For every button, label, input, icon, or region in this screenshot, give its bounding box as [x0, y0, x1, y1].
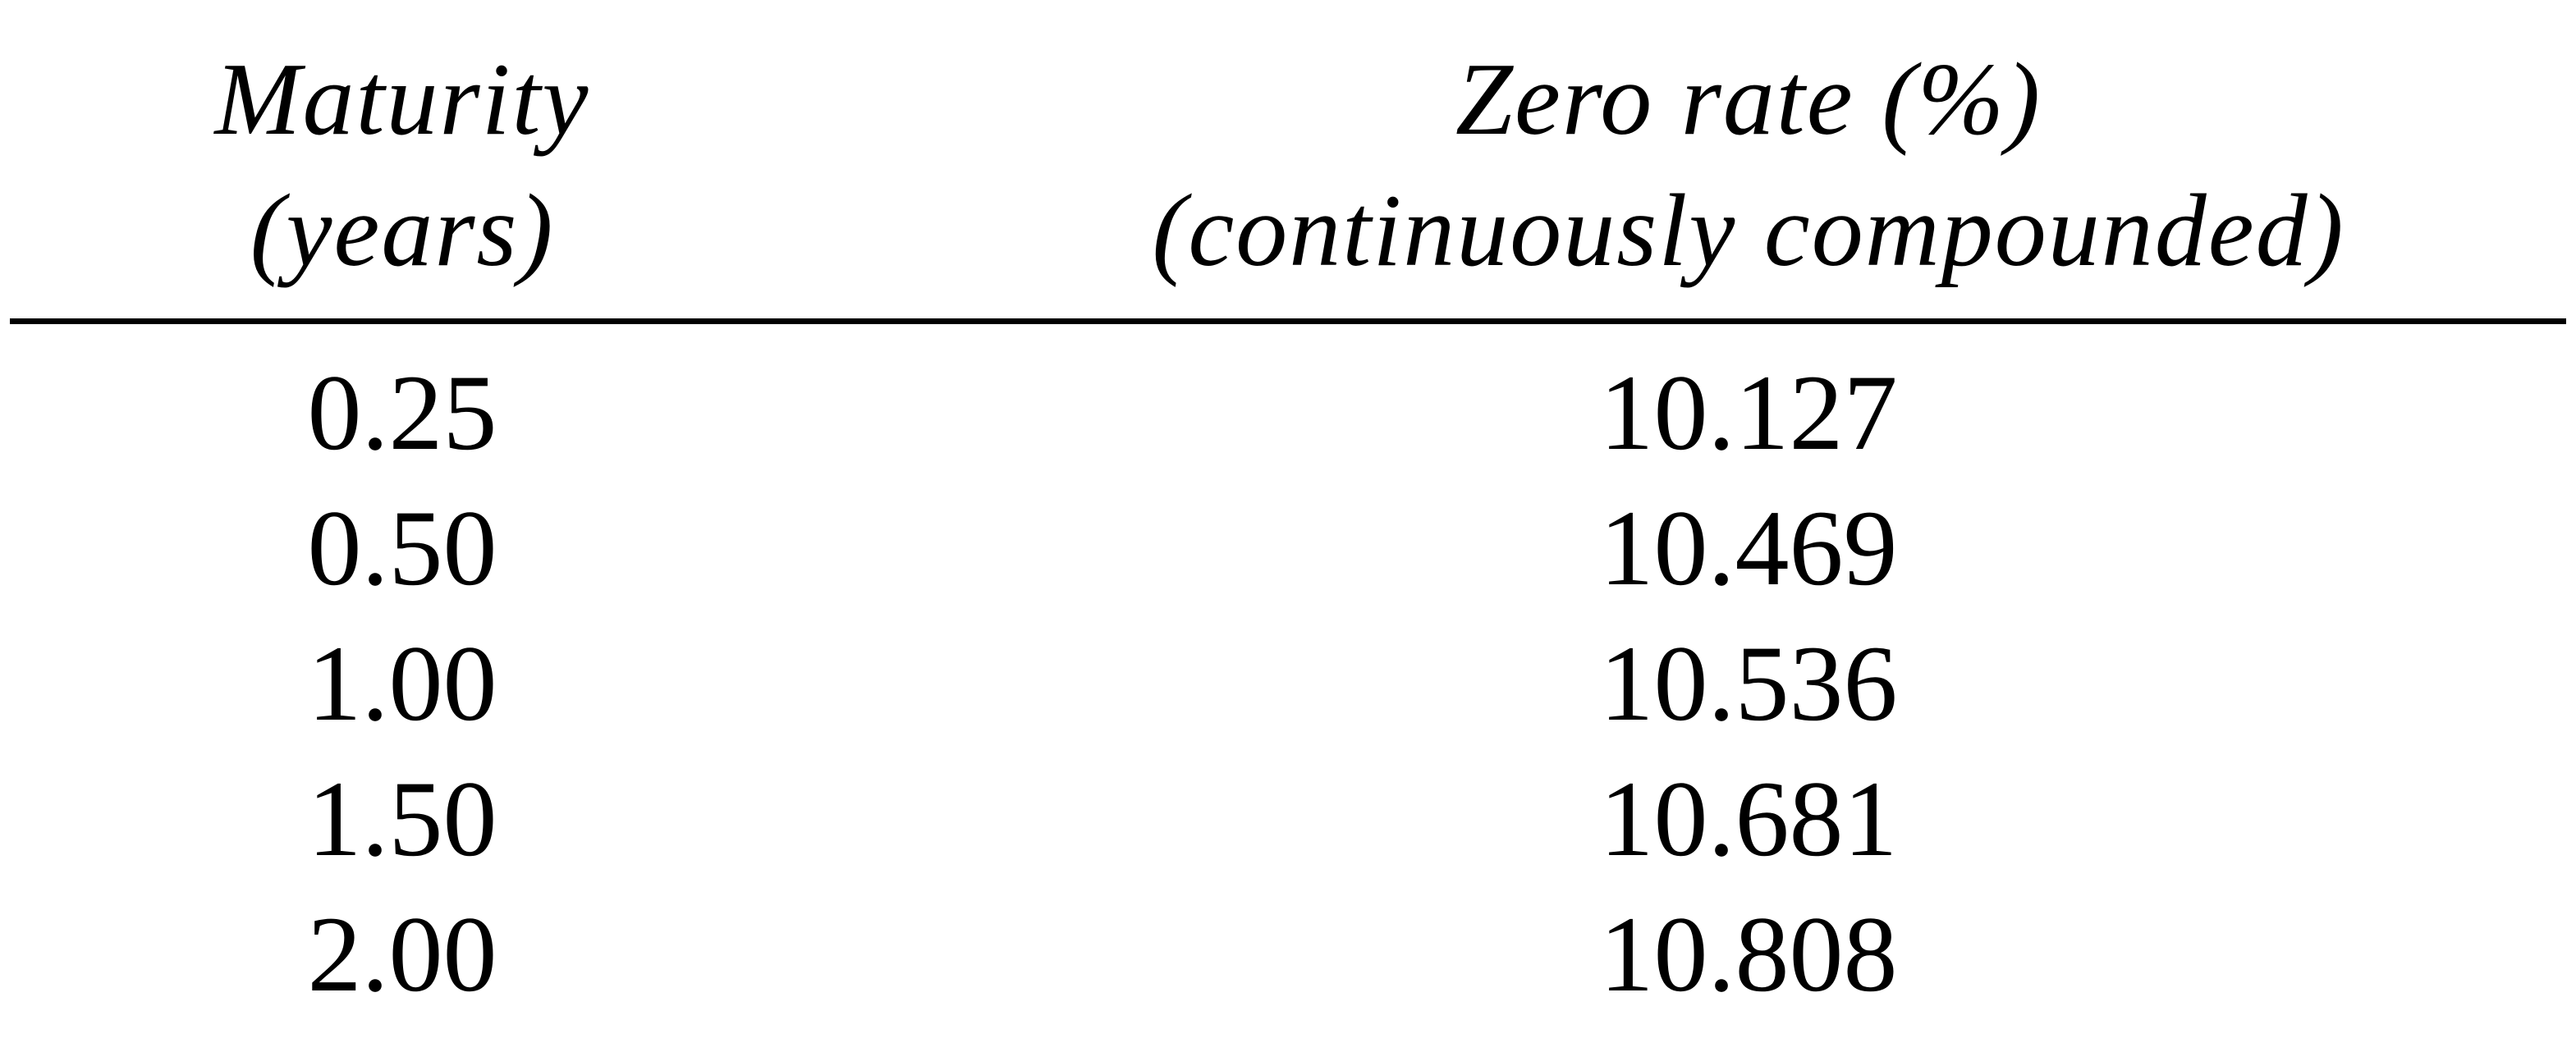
cell-zero-rate: 10.469	[1599, 487, 1898, 608]
cell-maturity: 2.00	[307, 894, 497, 1014]
cell-maturity: 1.50	[307, 758, 497, 879]
column-header-zero-rate	[1059, 34, 2438, 297]
cell-maturity: 1.00	[307, 623, 497, 743]
table-row	[0, 751, 2576, 886]
cell-maturity: 0.50	[307, 487, 497, 608]
column-header-zero-rate-line1: Zero rate (%)	[1455, 43, 2042, 157]
cell-maturity: 0.25	[307, 352, 497, 473]
column-header-maturity	[144, 34, 661, 297]
table-row	[0, 480, 2576, 615]
cell-zero-rate: 10.536	[1599, 623, 1898, 743]
cell-zero-rate: 10.681	[1599, 758, 1898, 879]
table-row	[0, 345, 2576, 480]
header-divider	[10, 318, 2566, 324]
table-row	[0, 886, 2576, 1022]
column-header-maturity-line1: Maturity	[214, 43, 590, 157]
table-header	[0, 0, 2576, 312]
column-header-zero-rate-line2: (continuously compounded)	[1152, 174, 2345, 288]
cell-zero-rate: 10.808	[1599, 894, 1898, 1014]
table-row	[0, 615, 2576, 751]
table-body	[0, 345, 2576, 1022]
column-header-maturity-line2: (years)	[250, 174, 555, 288]
cell-zero-rate: 10.127	[1599, 352, 1898, 473]
